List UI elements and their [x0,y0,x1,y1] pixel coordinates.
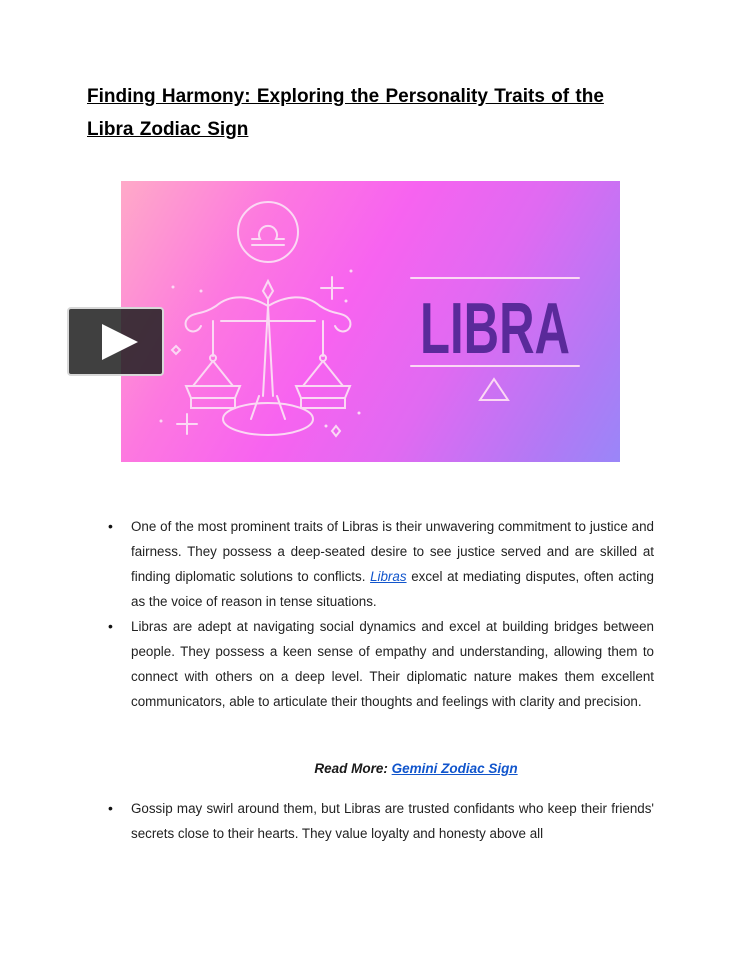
list-item: • Gossip may swirl around them, but Libras are trusted confidants who keep their friends' secrets close to their hearts. They value loyalty and honesty above all [108,796,654,846]
play-icon [100,323,140,361]
libra-heading: LIBRA [420,289,570,369]
list-item: • Libras are adept at navigating social dynamics and excel at building bridges between people. They possess a keen sense of empathy and understanding, allowing them to connect with others on a deep level. Their diplomatic nature makes them excellent communicators, able to articulate their thoughts and feelings with clarity and precision. [108,614,654,714]
list-item: • One of the most prominent traits of Libras is their unwavering commitment to justice and fairness. They possess a deep-seated desire to see justice served and are skilled at finding diplomatic solutions to conflicts. Libras excel at mediating disputes, often acting as the voice of reason in tense situations. [108,514,654,614]
read-more-label: Read More: [314,761,392,776]
libra-scales-illustration [121,181,620,462]
traits-list-2 [108,796,654,846]
video-play-button[interactable] [67,307,164,376]
read-more-line [0,761,741,776]
gemini-zodiac-link[interactable]: Gemini Zodiac Sign [391,761,518,776]
traits-list-1 [108,514,654,714]
libra-hero-image [121,181,620,462]
document-title: Finding Harmony: Exploring the Personality Traits of the Libra Zodiac Sign [87,86,604,140]
libras-link[interactable]: Libras [370,569,407,584]
